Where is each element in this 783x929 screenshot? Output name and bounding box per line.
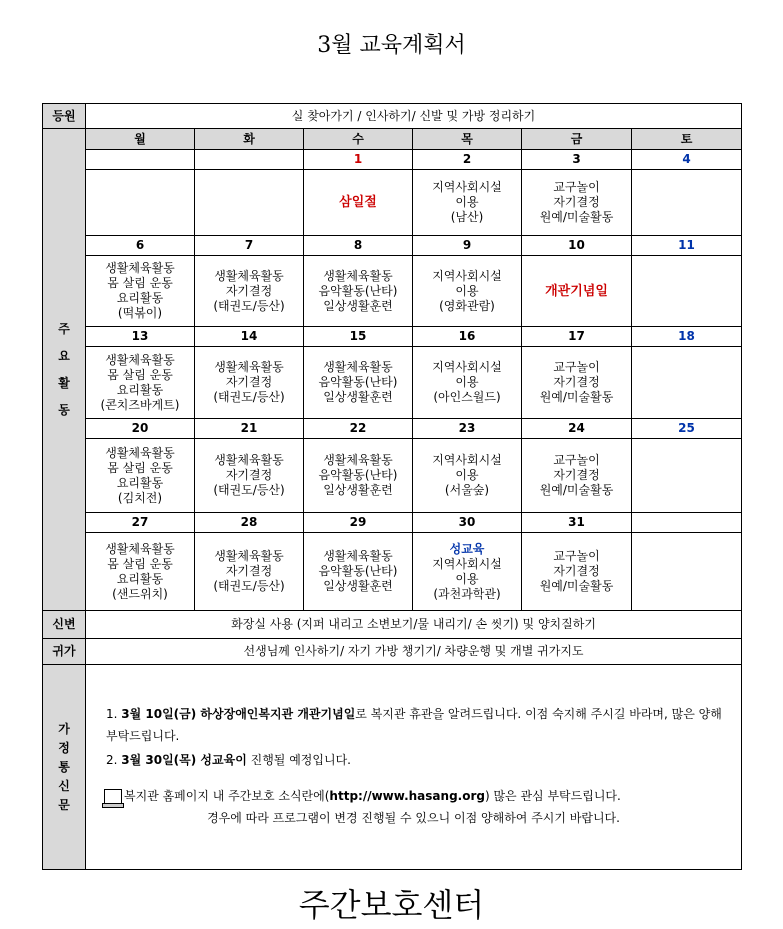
activity-text: 생활체육활동 자기결정 (태권도/등산) bbox=[213, 453, 285, 497]
date-cell: 13 bbox=[86, 327, 195, 347]
activity-text: 생활체육활동 음악활동(난타) 일상생활훈련 bbox=[318, 268, 398, 313]
activity-text: 교구놀이 자기결정 원예/미술활동 bbox=[539, 360, 614, 404]
activity-cell bbox=[195, 170, 304, 236]
activity-cell bbox=[632, 347, 742, 419]
activity-cell bbox=[86, 533, 195, 611]
date-cell: 10 bbox=[522, 236, 632, 256]
item-highlight: 3월 30일(목) 성교육 bbox=[121, 753, 236, 767]
date-cell: 29 bbox=[304, 513, 413, 533]
arrival-label: 등원 bbox=[43, 104, 86, 129]
toilet-text: 화장실 사용 (지퍼 내리고 소변보기/물 내리기/ 손 씻기) 및 양치질하기 bbox=[86, 611, 742, 639]
activity-text: 지역사회시설 이용 (아인스월드) bbox=[432, 360, 502, 404]
activity-text: 생활체육활동 몸 살림 운동 요리활동 (김치전) bbox=[105, 445, 175, 505]
date-cell: 2 bbox=[413, 150, 522, 170]
activity-cell bbox=[413, 533, 522, 611]
activity-cell bbox=[522, 347, 632, 419]
activity-cell bbox=[195, 347, 304, 419]
activity-cell bbox=[413, 347, 522, 419]
newsletter-label-char: 신 bbox=[58, 778, 70, 793]
date-cell: 25 bbox=[632, 419, 742, 439]
date-cell: 21 bbox=[195, 419, 304, 439]
activity-cell bbox=[195, 533, 304, 611]
date-cell: 11 bbox=[632, 236, 742, 256]
toilet-row bbox=[43, 611, 742, 639]
center-name-footer: 주간보호센터 bbox=[298, 886, 485, 924]
activity-cell bbox=[86, 347, 195, 419]
activity-cell bbox=[522, 256, 632, 327]
main-label-char: 요 bbox=[58, 348, 70, 363]
week-date-row bbox=[43, 513, 742, 533]
activity-cell bbox=[632, 256, 742, 327]
week-date-row bbox=[43, 419, 742, 439]
week-activity-row bbox=[43, 170, 742, 236]
activity-cell bbox=[522, 170, 632, 236]
item-highlight: 이 bbox=[235, 753, 247, 767]
date-cell: 3 bbox=[522, 150, 632, 170]
date-cell: 7 bbox=[195, 236, 304, 256]
holiday-label: 삼일절 bbox=[339, 195, 377, 210]
main-activity-label bbox=[43, 129, 86, 611]
homepage-link[interactable]: http://www.hasang.org bbox=[329, 789, 485, 803]
weekday-wed: 수 bbox=[304, 129, 413, 150]
computer-icon bbox=[104, 789, 122, 804]
activity-cell bbox=[86, 256, 195, 327]
activity-text: 생활체육활동 몸 살림 운동 요리활동 (떡볶이) bbox=[105, 261, 175, 320]
activity-cell bbox=[632, 439, 742, 513]
newsletter-notice: 경우에 따라 프로그램이 변경 진행될 수 있으니 이점 양해하여 주시기 바랍니다. bbox=[207, 811, 620, 825]
activity-cell bbox=[522, 439, 632, 513]
date-cell: 23 bbox=[413, 419, 522, 439]
date-cell bbox=[86, 150, 195, 170]
date-cell bbox=[195, 150, 304, 170]
arrival-text: 실 찾아가기 / 인사하기/ 신발 및 가방 정리하기 bbox=[86, 104, 742, 129]
activity-text: 생활체육활동 음악활동(난타) 일상생활훈련 bbox=[318, 360, 398, 404]
date-cell: 28 bbox=[195, 513, 304, 533]
newsletter-info bbox=[104, 785, 737, 807]
item-text: 진행될 예정입니다. bbox=[246, 753, 351, 767]
newsletter-label-char: 가 bbox=[58, 721, 70, 736]
week-date-row bbox=[43, 327, 742, 347]
activity-cell bbox=[86, 170, 195, 236]
activity-cell bbox=[304, 170, 413, 236]
date-cell: 8 bbox=[304, 236, 413, 256]
info-text: ) 많은 관심 부탁드립니다. bbox=[484, 789, 621, 803]
activity-cell bbox=[304, 256, 413, 327]
activity-text: 지역사회시설 이용 (서울숲) bbox=[432, 453, 502, 497]
date-cell: 18 bbox=[632, 327, 742, 347]
activity-text: 생활체육활동 자기결정 (태권도/등산) bbox=[213, 549, 285, 593]
activity-text: 지역사회시설 이용 (영화관람) bbox=[432, 268, 502, 313]
going-home-text: 선생님께 인사하기/ 자기 가방 챙기기/ 차량운행 및 개별 귀가지도 bbox=[86, 639, 742, 665]
date-cell: 14 bbox=[195, 327, 304, 347]
education-plan-table bbox=[42, 103, 742, 870]
activity-text: 생활체육활동 자기결정 (태권도/등산) bbox=[213, 360, 285, 404]
activity-text: 교구놀이 자기결정 원예/미술활동 bbox=[539, 453, 614, 497]
newsletter-content bbox=[86, 665, 742, 870]
week-activity-row bbox=[43, 347, 742, 419]
item-number: 2. bbox=[106, 753, 122, 767]
date-cell: 31 bbox=[522, 513, 632, 533]
activity-cell bbox=[522, 533, 632, 611]
item-text: 로 복지관 휴관을 알려드립니다. 이점 숙지해 주시길 바라며, 많은 양해 부탁드립니다. bbox=[106, 707, 722, 743]
main-label-char: 동 bbox=[58, 402, 70, 417]
newsletter-label-char: 정 bbox=[58, 740, 70, 755]
activity-text: 생활체육활동 음악활동(난타) 일상생활훈련 bbox=[318, 453, 398, 497]
date-cell: 20 bbox=[86, 419, 195, 439]
activity-cell bbox=[304, 439, 413, 513]
main-label-char: 주 bbox=[58, 321, 70, 336]
activity-text: 교구놀이 자기결정 원예/미술활동 bbox=[539, 549, 614, 593]
date-cell: 22 bbox=[304, 419, 413, 439]
weekday-fri: 금 bbox=[522, 129, 632, 150]
activity-cell bbox=[195, 256, 304, 327]
activity-cell bbox=[86, 439, 195, 513]
activity-cell bbox=[632, 170, 742, 236]
main-label-char: 활 bbox=[58, 375, 70, 390]
item-number: 1. bbox=[106, 707, 122, 721]
item-highlight: 3월 10일(금) 하상장애인복지관 개관기념일 bbox=[121, 707, 356, 721]
date-cell: 6 bbox=[86, 236, 195, 256]
newsletter-row bbox=[43, 665, 742, 870]
week-date-row bbox=[43, 150, 742, 170]
date-cell: 4 bbox=[632, 150, 742, 170]
newsletter-label-char: 통 bbox=[58, 759, 70, 774]
date-cell bbox=[632, 513, 742, 533]
date-cell: 27 bbox=[86, 513, 195, 533]
activity-cell bbox=[195, 439, 304, 513]
newsletter-label-char: 문 bbox=[58, 797, 70, 812]
weekday-header-row bbox=[43, 129, 742, 150]
newsletter-label bbox=[43, 665, 86, 870]
info-text: 복지관 홈페이지 내 주간보호 소식란에( bbox=[124, 789, 330, 803]
date-cell: 30 bbox=[413, 513, 522, 533]
weekday-sat: 토 bbox=[632, 129, 742, 150]
activity-cell bbox=[413, 170, 522, 236]
toilet-label: 신변 bbox=[43, 611, 86, 639]
date-cell: 17 bbox=[522, 327, 632, 347]
activity-text: 지역사회시설 이용 (남산) bbox=[432, 180, 502, 224]
activity-cell bbox=[304, 347, 413, 419]
week-activity-row bbox=[43, 256, 742, 327]
going-home-row bbox=[43, 639, 742, 665]
activity-text: 생활체육활동 음악활동(난타) 일상생활훈련 bbox=[318, 549, 398, 593]
activity-text: 생활체육활동 몸 살림 운동 요리활동 (샌드위치) bbox=[105, 541, 175, 601]
weekday-tue: 화 bbox=[195, 129, 304, 150]
activity-cell bbox=[304, 533, 413, 611]
activity-cell bbox=[413, 256, 522, 327]
activity-cell bbox=[413, 439, 522, 513]
activity-text: 지역사회시설 이용 (과천과학관) bbox=[432, 556, 502, 601]
week-activity-row bbox=[43, 439, 742, 513]
week-activity-row bbox=[43, 533, 742, 611]
activity-text: 교구놀이 자기결정 원예/미술활동 bbox=[539, 180, 614, 224]
date-cell: 15 bbox=[304, 327, 413, 347]
special-program-label: 성교육 bbox=[449, 541, 485, 556]
page-title: 3월 교육계획서 bbox=[317, 33, 466, 58]
date-cell: 1 bbox=[304, 150, 413, 170]
going-home-label: 귀가 bbox=[43, 639, 86, 665]
date-cell: 16 bbox=[413, 327, 522, 347]
activity-cell bbox=[632, 533, 742, 611]
date-cell: 9 bbox=[413, 236, 522, 256]
date-cell: 24 bbox=[522, 419, 632, 439]
week-date-row bbox=[43, 236, 742, 256]
holiday-label: 개관기념일 bbox=[545, 283, 608, 299]
newsletter-item-2 bbox=[106, 749, 737, 771]
weekday-mon: 월 bbox=[86, 129, 195, 150]
activity-text: 생활체육활동 자기결정 (태권도/등산) bbox=[213, 268, 285, 313]
newsletter-item-1 bbox=[106, 703, 737, 747]
activity-text: 생활체육활동 몸 살림 운동 요리활동 (콘치즈바게트) bbox=[100, 352, 180, 412]
weekday-thu: 목 bbox=[413, 129, 522, 150]
arrival-row bbox=[43, 104, 742, 129]
